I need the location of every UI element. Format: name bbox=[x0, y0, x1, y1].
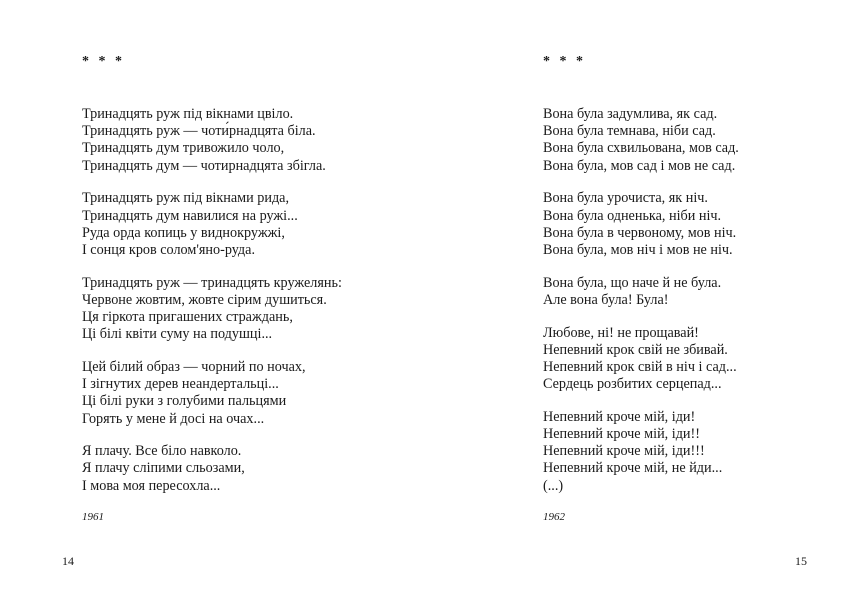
poem-line: Але вона була! Була! bbox=[543, 291, 669, 308]
poem-line: Я плачу сліпими сльозами, bbox=[82, 460, 245, 477]
poem-text bbox=[82, 106, 412, 510]
poem-line: Сердець розбитих серцепад... bbox=[543, 376, 722, 393]
poem-line: Горять у мене й досі на очах... bbox=[82, 410, 265, 427]
poem-line: Непевний крок свій в ніч і сад... bbox=[543, 358, 737, 375]
poem-line: Вона була одненька, ніби ніч. bbox=[543, 207, 722, 224]
poem-text bbox=[543, 106, 843, 510]
poem-line: Непевний кроче мій, іди! bbox=[543, 408, 696, 425]
section-ornament: * * * bbox=[82, 54, 125, 69]
poem-line: Непевний кроче мій, не йди... bbox=[543, 460, 723, 477]
page-number: 14 bbox=[62, 554, 74, 568]
poem-line: Вона була задумлива, як сад. bbox=[543, 106, 718, 122]
poem-line: Я плачу. Все біло навколо. bbox=[82, 443, 242, 460]
stanza bbox=[543, 106, 843, 175]
stanza bbox=[82, 359, 412, 428]
poem-line: Червоне жовтим, жовте сірим душиться. bbox=[82, 291, 327, 308]
poem-line: Вона була, мов ніч і мов не ніч. bbox=[543, 241, 733, 258]
stanza bbox=[543, 190, 843, 259]
poem-line: Непевний кроче мій, іди!!! bbox=[543, 443, 705, 460]
poem-line: Непевний крок свій не збивай. bbox=[543, 341, 728, 358]
poem-line: Вона була, мов сад і мов не сад. bbox=[543, 157, 736, 174]
stanza bbox=[82, 190, 412, 259]
poem-line: Вона була темнава, ніби сад. bbox=[543, 123, 716, 140]
poem-line: Тринадцять руж під вікнами цвіло. bbox=[82, 106, 294, 122]
stanza bbox=[82, 275, 412, 344]
poem-line: Тринадцять руж — чоти́рнадцята біла. bbox=[82, 123, 316, 140]
poem-year: 1962 bbox=[543, 511, 565, 523]
stanza bbox=[543, 275, 843, 309]
poem-line: Тринадцять руж — тринадцять кружелянь: bbox=[82, 274, 342, 291]
poem-line: Вона була в червоному, мов ніч. bbox=[543, 224, 737, 241]
poem-year: 1961 bbox=[82, 511, 104, 523]
poem-line: (...) bbox=[543, 477, 564, 494]
poem-line: Любове, ні! не прощавай! bbox=[543, 324, 699, 341]
poem-line: Непевний кроче мій, іди!! bbox=[543, 426, 700, 443]
poem-line: Вона була урочиста, як ніч. bbox=[543, 190, 708, 207]
stanza bbox=[543, 409, 843, 495]
poem-line: Вона була, що наче й не була. bbox=[543, 274, 722, 291]
poem-line: Тринадцять дум тривожило чоло, bbox=[82, 140, 285, 157]
poem-line: Руда орда копиць у виднокружжі, bbox=[82, 224, 285, 241]
poem-line: Тринадцять дум — чотирнадцята збігла. bbox=[82, 157, 326, 174]
poem-line: Цей білий образ — чорний по ночах, bbox=[82, 358, 306, 375]
stanza bbox=[543, 325, 843, 394]
section-ornament: * * * bbox=[543, 54, 586, 69]
stanza bbox=[82, 443, 412, 495]
poem-line: І мова моя пересохла... bbox=[82, 477, 221, 494]
poem-line: Тринадцять дум навилися на ружі... bbox=[82, 207, 298, 224]
stanza bbox=[82, 106, 412, 175]
poem-line: Тринадцять руж під вікнами рида, bbox=[82, 190, 290, 207]
page-number: 15 bbox=[795, 554, 807, 568]
poem-line: Ця гіркота пригашених страждань, bbox=[82, 309, 293, 326]
poem-line: І сонця кров солом'яно-руда. bbox=[82, 241, 255, 258]
poem-line: Ці білі квіти суму на подушці... bbox=[82, 326, 273, 343]
right-page bbox=[431, 0, 862, 600]
poem-line: І зігнутих дерев неандертальці... bbox=[82, 376, 279, 393]
poem-line: Ці білі руки з голубими пальцями bbox=[82, 393, 287, 410]
poem-line: Вона була схвильована, мов сад. bbox=[543, 140, 739, 157]
